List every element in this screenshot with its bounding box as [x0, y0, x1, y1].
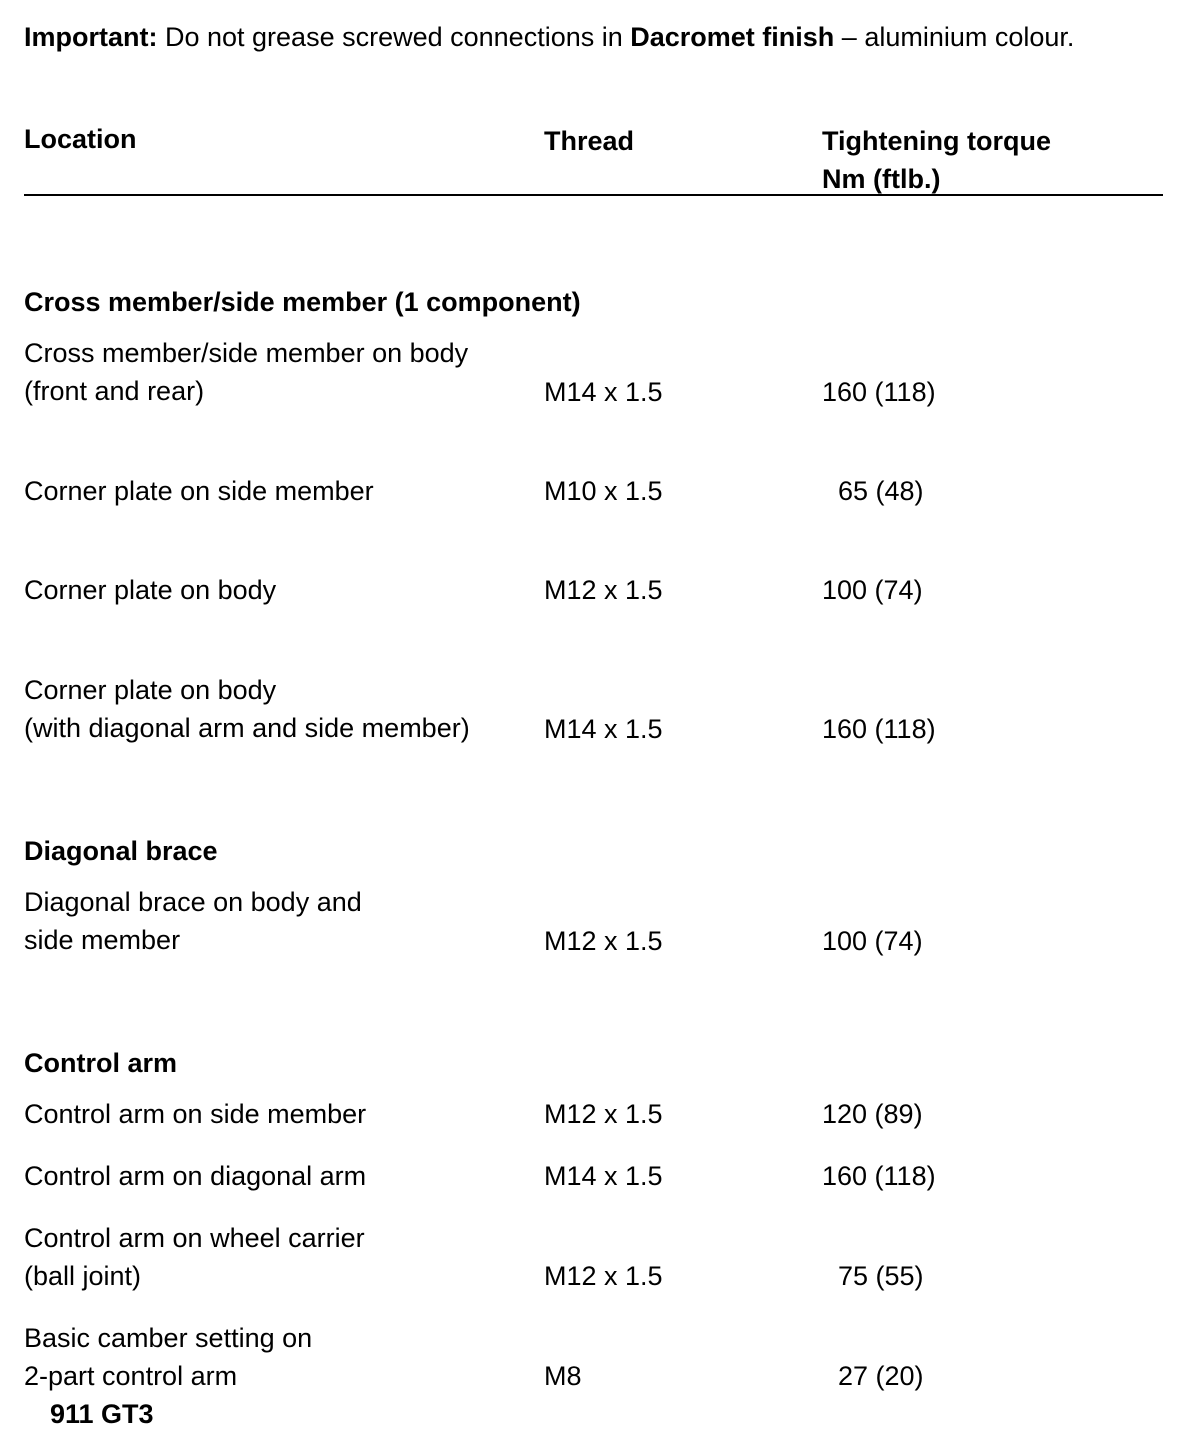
table-row-location: [24, 1095, 366, 1133]
location-line-1: Control arm on wheel carrier: [24, 1223, 365, 1253]
table-row-torque: 75 (55): [838, 1261, 924, 1291]
table-row-thread: M14 x 1.5: [544, 1161, 663, 1191]
location-line-1: Control arm on diagonal arm: [24, 1161, 367, 1191]
table-row-thread: M8: [544, 1361, 582, 1391]
table-row-torque: 160 (118): [822, 377, 936, 407]
table-row-thread: M12 x 1.5: [544, 575, 663, 605]
table-row-location: [24, 334, 468, 410]
table-row-torque: 120 (89): [822, 1099, 923, 1129]
section-title-diagonal-brace: Diagonal brace: [24, 836, 218, 866]
table-row-torque: 100 (74): [822, 575, 923, 605]
location-line-2: [24, 1357, 312, 1433]
notice-label: Important:: [24, 22, 158, 52]
table-row-location: [24, 883, 362, 959]
table-row-torque: 27 (20): [838, 1361, 924, 1391]
table-row-location: [24, 1319, 312, 1433]
location-line-1: Corner plate on body: [24, 575, 277, 605]
table-row-location: [24, 671, 470, 747]
table-row-torque: 65 (48): [838, 476, 924, 506]
column-header-torque-line2: Nm (ftlb.): [822, 164, 941, 194]
location-line-1: Control arm on side member: [24, 1099, 367, 1129]
table-row-location: [24, 472, 374, 510]
header-divider: [24, 194, 1163, 196]
section-title-control-arm: Control arm: [24, 1048, 178, 1078]
location-line-2: (front and rear): [24, 376, 205, 406]
location-line-1: Corner plate on body: [24, 675, 277, 705]
column-header-torque: [822, 122, 1051, 198]
column-header-torque-line1: Tightening torque: [822, 126, 1051, 156]
location-line-2: (ball joint): [24, 1261, 142, 1291]
table-row-thread: M12 x 1.5: [544, 926, 663, 956]
location-line-2-text: 2-part control arm: [24, 1361, 238, 1391]
table-row-location: [24, 1157, 366, 1195]
location-line-1: Corner plate on side member: [24, 476, 374, 506]
notice-dacromet: Dacromet finish: [630, 22, 835, 52]
location-line-2: (with diagonal arm and side member): [24, 713, 470, 743]
location-line-1: Basic camber setting on: [24, 1323, 313, 1353]
location-line-1: Cross member/side member on body: [24, 338, 469, 368]
location-line-2: side member: [24, 925, 181, 955]
model-badge-911-gt3: 911 GT3: [50, 1399, 154, 1429]
column-header-location: Location: [24, 124, 137, 154]
table-row-torque: 100 (74): [822, 926, 923, 956]
important-notice: [24, 18, 1074, 56]
table-row-location: [24, 1219, 365, 1295]
notice-text-1: Do not grease screwed connections in: [157, 22, 631, 52]
table-row-thread: M12 x 1.5: [544, 1261, 663, 1291]
table-row-thread: M14 x 1.5: [544, 714, 663, 744]
table-row-thread: M10 x 1.5: [544, 476, 663, 506]
table-row-thread: M12 x 1.5: [544, 1099, 663, 1129]
section-title-cross-member: Cross member/side member (1 component): [24, 287, 581, 317]
table-row-thread: M14 x 1.5: [544, 377, 663, 407]
column-header-thread: Thread: [544, 126, 635, 156]
table-row-torque: 160 (118): [822, 1161, 936, 1191]
table-row-torque: 160 (118): [822, 714, 936, 744]
table-row-location: [24, 571, 276, 609]
location-line-1: Diagonal brace on body and: [24, 887, 362, 917]
notice-text-2: – aluminium colour.: [834, 22, 1075, 52]
